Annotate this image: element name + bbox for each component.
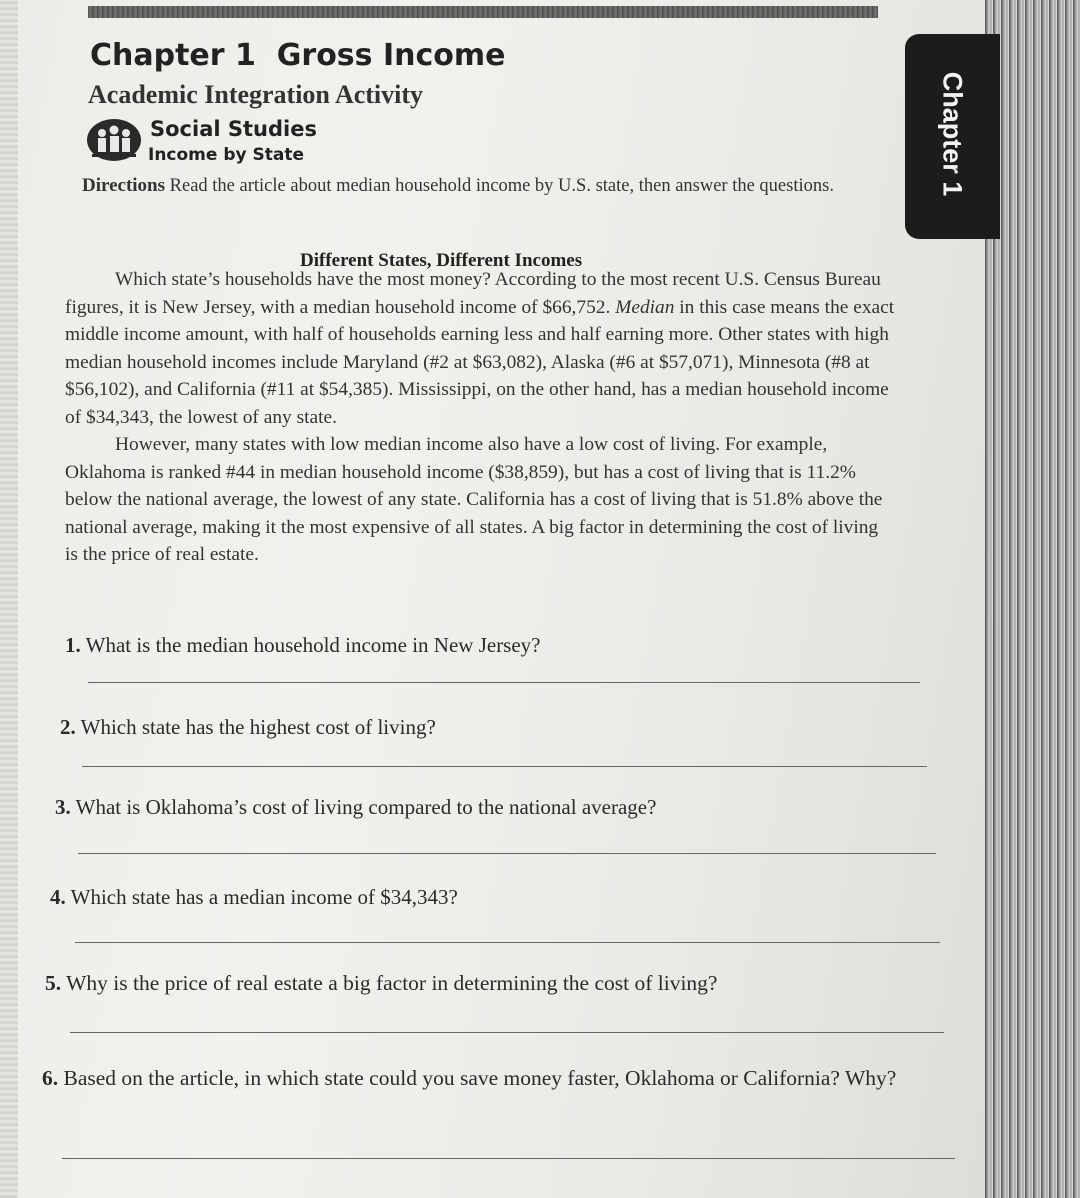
activity-title: Academic Integration Activity: [88, 80, 424, 109]
question-1: 1. What is the median household income in New Jersey?: [65, 633, 541, 657]
chapter-side-tab: [905, 34, 1000, 239]
question-4: 4. Which state has a median income of $34,343?: [50, 885, 458, 909]
article-body: [65, 266, 895, 569]
question-5: 5. Why is the price of real estate a big factor in determining the cost of living?: [45, 971, 718, 995]
question-3: 3. What is Oklahoma’s cost of living compared to the national average?: [55, 795, 657, 819]
answer-line-2[interactable]: [82, 766, 927, 767]
article-title: Different States, Different Incomes: [300, 250, 583, 271]
answer-line-5[interactable]: [70, 1032, 944, 1033]
subject-subtitle: Income by State: [148, 145, 305, 165]
chapter-title: Chapter 1 Gross Income: [90, 38, 506, 73]
scan-edge-left: [0, 0, 18, 1198]
chapter-side-tab-label: Chapter 1: [937, 71, 968, 197]
subject-heading: Social Studies: [150, 117, 317, 141]
people-icon: [86, 118, 142, 173]
article-paragraph-1: Which state’s households have the most money? According to the most recent U.S. Census Bureau figures, it is New Jersey, with a median household income of $66,752. Median in this case means the exact middle income amount, with half of households earning less and half earning more. Other states with high median household incomes include Maryland (#2 at $63,082), Alaska (#6 at $57,071), Minnesota (#8 at $56,102), and California (#11 at $54,385). Mississippi, on the other hand, has a median household income of $34,343, the lowest of any state.: [65, 269, 895, 428]
article-paragraph-2: However, many states with low median income also have a low cost of living. For example, Oklahoma is ranked #44 in median household income ($38,859), but has a cost of living that is 11.2% below the national average, the lowest of any state. California has a cost of living that is 51.8% above the national average, making it the most expensive of all states. A big factor in determining the cost of living is the price of real estate.: [65, 434, 883, 565]
directions-label: Directions: [82, 175, 166, 196]
directions: [82, 172, 872, 200]
answer-line-3[interactable]: [78, 853, 936, 854]
answer-line-6[interactable]: [62, 1158, 955, 1159]
answer-line-4[interactable]: [75, 942, 940, 943]
question-2: 2. Which state has the highest cost of living?: [60, 715, 436, 739]
question-6: 6. Based on the article, in which state could you save money faster, Oklahoma or California? Why?: [42, 1066, 897, 1090]
answer-line-1[interactable]: [88, 682, 920, 683]
directions-text: Read the article about median household income by U.S. state, then answer the questions.: [169, 176, 834, 196]
header-rule: [88, 6, 878, 18]
